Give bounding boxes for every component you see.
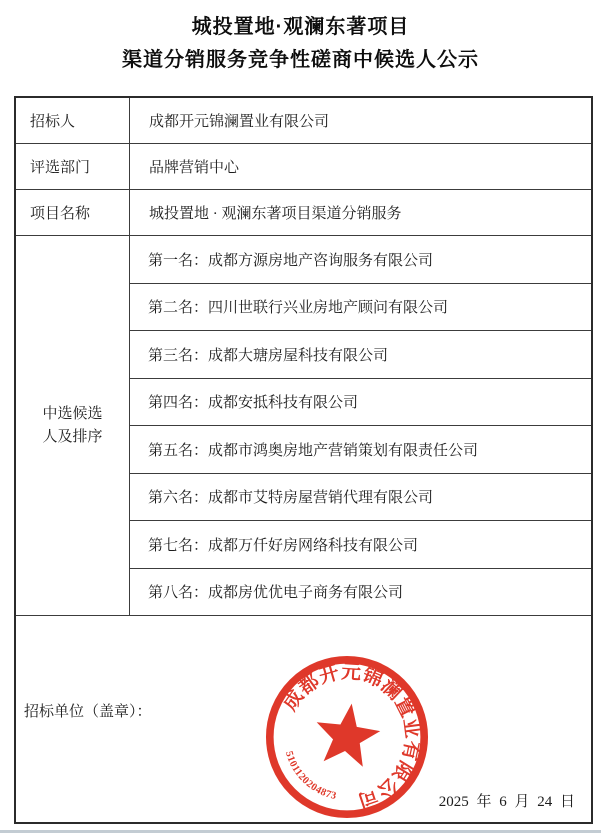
publish-date: 2025 年 6 月 24 日 <box>438 794 575 810</box>
project-name-label: 项目名称 <box>16 190 130 235</box>
candidates-header-line1: 中选候选 <box>42 405 103 422</box>
project-name-value: 城投置地 · 观澜东著项目渠道分销服务 <box>149 206 402 222</box>
table-row-project-name <box>16 190 591 236</box>
candidates-header <box>16 236 130 615</box>
bidder-value: 成都开元锦澜置业有限公司 <box>149 114 330 130</box>
seal-registration-code: 5101120204873 <box>282 749 338 803</box>
candidate-row-6: 第六名：成都市艾特房屋营销代理有限公司 <box>130 474 591 522</box>
table-row-bidder <box>16 98 591 144</box>
document-title-line2: 渠道分销服务竞争性磋商中候选人公示 <box>122 49 479 71</box>
document-title-line1: 城投置地·观澜东著项目 <box>191 16 410 38</box>
notice-table <box>14 96 593 824</box>
candidates-header-line2: 人及排序 <box>42 428 103 445</box>
candidate-row-4: 第四名：成都安抵科技有限公司 <box>130 379 591 427</box>
table-row-selection-department <box>16 144 591 190</box>
selection-department-label: 评选部门 <box>16 144 130 189</box>
candidates-list <box>130 236 591 615</box>
candidate-row-1: 第一名：成都方源房地产咨询服务有限公司 <box>130 236 591 284</box>
company-seal <box>260 650 434 824</box>
signature-section <box>16 616 591 822</box>
stamp-label: 招标单位（盖章）： <box>24 704 152 720</box>
candidate-row-3: 第三名：成都大瑭房屋科技有限公司 <box>130 331 591 379</box>
bidder-label: 招标人 <box>16 98 130 143</box>
candidate-row-5: 第五名：成都市鸿奥房地产营销策划有限责任公司 <box>130 426 591 474</box>
candidate-row-2: 第二名：四川世联行兴业房地产顾问有限公司 <box>130 284 591 332</box>
seal-star-icon <box>311 699 383 768</box>
selection-department-value: 品牌营销中心 <box>149 160 240 176</box>
seal-company-name: 成都开元锦澜置业有限公司 <box>279 661 423 812</box>
candidate-row-7: 第七名：成都万仟好房网络科技有限公司 <box>130 521 591 569</box>
company-seal-image <box>260 650 434 824</box>
candidates-section <box>16 236 591 616</box>
candidate-row-8: 第八名：成都房优优电子商务有限公司 <box>148 585 404 602</box>
